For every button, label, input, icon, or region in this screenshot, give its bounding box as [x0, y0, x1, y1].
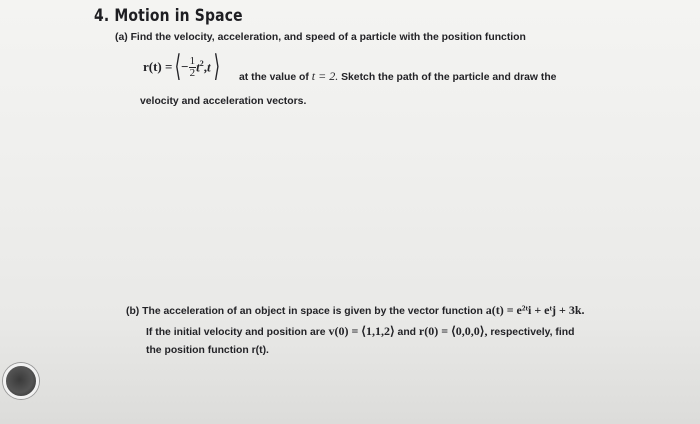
part-a-line3: velocity and acceleration vectors.: [140, 96, 307, 107]
sketch-text: Sketch the path of the particle and draw the: [341, 72, 557, 83]
initial-position: r(0) = ⟨0,0,0⟩,: [418, 324, 488, 338]
part-b-line1: [126, 303, 585, 318]
shutter-button[interactable]: [3, 363, 39, 399]
bleed-through-text: [130, 247, 133, 258]
acceleration-function: a(t) = e²ᵗi + eᵗj + 3k.: [485, 303, 585, 317]
initial-velocity: v(0) = ⟨1,1,2⟩: [328, 324, 395, 338]
right-angle: ⟩: [213, 49, 220, 84]
left-angle: ⟨: [175, 49, 182, 84]
at-value-text: at the value of: [239, 72, 309, 83]
and-text: and: [397, 327, 417, 338]
part-a-line2: [239, 69, 556, 84]
part-a-line1: (a) Find the velocity, acceleration, and speed of a particle with the position function: [115, 32, 526, 43]
respectively-text: respectively, find: [490, 327, 575, 338]
t-equals-2: t = 2.: [311, 69, 339, 83]
part-b-intro: (b) The acceleration of an object in space is given by the vector function: [126, 306, 483, 317]
part-b-line3: the position function r(t).: [146, 345, 269, 356]
initial-conditions-text: If the initial velocity and position are: [146, 327, 326, 338]
part-a-position-function: r(t) = ⟨ − $\frac{1}{2}$ $t^2,t$ ⟩: [143, 49, 220, 84]
section-heading: 4. Motion in Space: [94, 6, 243, 26]
r-of-t: r(t) =: [143, 59, 173, 74]
part-b-line2: [146, 324, 574, 339]
fraction-one-half: $\frac{1}{2}$: [189, 54, 196, 79]
